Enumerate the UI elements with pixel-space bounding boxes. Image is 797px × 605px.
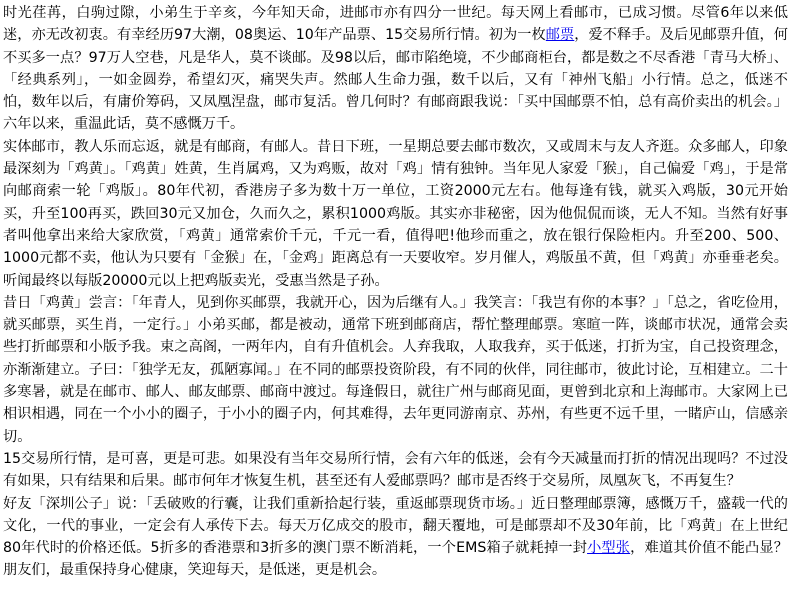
paragraph-text: 实体邮市，教人乐而忘返，就是有邮商，有邮人。昔日下班，一星期总要去邮市数次，又或周末与友人齐逛。众多邮人，印象最深刻为「鸡黄」。「鸡黄」姓黄，生肖属鸡，又为鸡贩，故对「鸡」情有独钟。当年见人家爱「猴」，自己偏爱「鸡」，于是常向邮商索一轮「鸡版」。80年代初，香港房子多为数十万一单位，工资2000元左右。他每逢有钱，就买入鸡版，30元开始买，升至100再买，跌回30元又加仓，久而久之，累积1000鸡版。其实亦非秘密，因为他侃侃而谈，无人不知。当然有好事者叫他拿出来给大家欣赏，「鸡黄」通常索价千元，千元一看，值得吧!他珍而重之，放在银行保险柜内。升至200、500、1000元都不卖，他认为只要有「金猴」在，「金鸡」距离总有一天要收窄。岁月催人，鸡版虽不黄，但「鸡黄」亦垂垂老矣。听闻最终以每版20000元以上把鸡版卖光，受惠当然是子孙。 xyxy=(3,138,788,289)
paragraph xyxy=(3,448,788,493)
souvenir-sheet-link[interactable]: 小型张 xyxy=(587,540,631,557)
paragraph-text: ，爱不释手。及后见邮票升值，何不买多一点？97万人空巷，凡是华人，莫不谈邮。及98以后，邮市陷绝境，不少邮商柜台，都是数之不尽香港「青马大桥」、「经典系列」，一如金圆券，希望幻灭，痛哭失声。然邮人生命力强，数千以后，又有「神州飞船」小行情。总之，低迷不怕，数年以后，有庸价筹码，又凤凰涅盘，邮市复活。曾几何时？有邮商跟我说：「买中国邮票不怕，总有高价卖出的机会。」六年以来，重温此话，莫不感慨万千。 xyxy=(3,27,788,133)
paragraph-text: 好友「深圳公子」说：「丢破败的行囊，让我们重新拾起行装，重返邮票现货市场。」近日整理邮票簿，感慨万千，盛载一代的文化，一代的事业，一定会有人承传下去。每天万亿成交的股市，翻天覆地，可是邮票却不及30年前，比「鸡黄」在上世纪80年代时的价格还低。5折多的香港票和3折多的澳门票不断消耗，一个EMS箱子就耗掉一封 xyxy=(3,495,788,557)
stamp-link[interactable]: 邮票 xyxy=(545,27,575,44)
paragraph-text: ，难道其价值不能凸显？朋友们，最重保持身心健康，笑迎每天，是低迷，更是机会。 xyxy=(3,540,788,579)
paragraph xyxy=(3,493,788,582)
article-body xyxy=(3,2,788,582)
paragraph-text: 昔日「鸡黄」尝言：「年青人，见到你买邮票，我就开心，因为后继有人。」我笑言：「我岂有你的本事？」「总之，省吃俭用，就买邮票，买生肖，一定行。」小弟买邮，都是被动，通常下班到邮商店，帮忙整理邮票。寒暄一阵，谈邮市状况，通常会卖些打折邮票和小版予我。束之高阁，一两年内，自有升值机会。人弃我取，人取我弃，买于低迷，打折为宝，自己投资理念，亦渐渐建立。子曰：「独学无友，孤陋寡闻。」在不同的邮票投资阶段，有不同的伙伴，同往邮市，彼此讨论，互相建立。二十多寒暑，就是在邮市、邮人、邮友邮票、邮商中渡过。每逢假日，就往广州与邮商见面，更曾到北京和上海邮市。大家网上已相识相遇，同在一个小小的圈子，于小小的圈子内，何其难得，去年更同游南京、苏州，有些更不远千里，一睹庐山，信感亲切。 xyxy=(3,294,788,445)
paragraph-text: 15交易所行情，是可喜，更是可悲。如果没有当年交易所行情，会有六年的低迷，会有今天减量而打折的情况出现吗？不过没有如果，只有结果和后果。邮市何年才恢复生机，甚至还有人爱邮票吗？邮市是否终于交易所，凤凰灰飞，不再复生？ xyxy=(3,450,788,490)
paragraph xyxy=(3,136,788,292)
paragraph-text: 时光荏苒，白驹过隙，小弟生于辛亥，今年知天命，进邮市亦有四分一世纪。每天网上看邮市，已成习惯。尽管6年以来低迷，亦无改初衷。有幸经历97大潮，08奥运、10年产品票、15交易所行情。初为一枚 xyxy=(3,5,788,44)
paragraph xyxy=(3,292,788,448)
paragraph xyxy=(3,2,788,136)
